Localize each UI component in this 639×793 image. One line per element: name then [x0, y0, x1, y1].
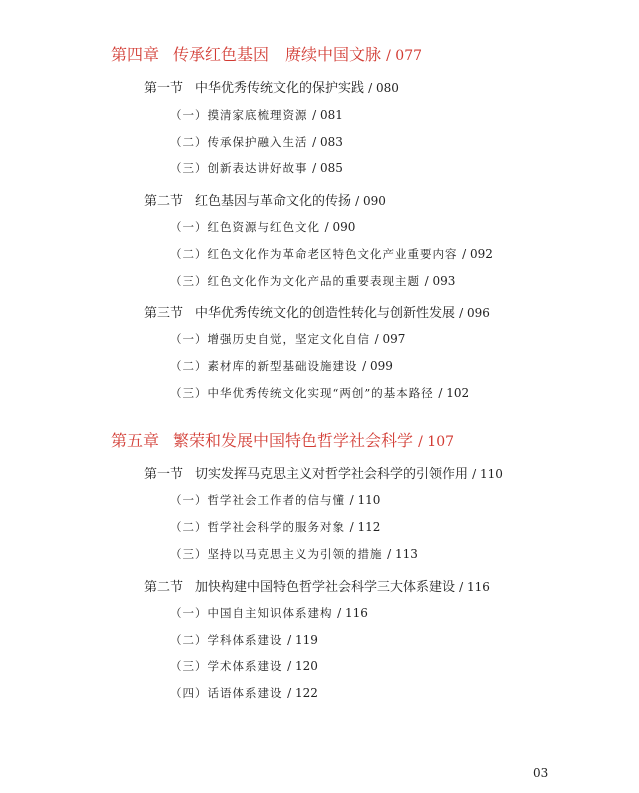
item-page-ref: / 092 [462, 247, 493, 261]
toc-item [170, 273, 455, 289]
toc-item [170, 492, 380, 508]
section-page-ref: / 116 [459, 580, 490, 594]
chapter-page-ref: / 077 [386, 48, 423, 64]
toc-item [170, 358, 393, 374]
toc-item [170, 219, 355, 235]
toc-item [170, 134, 343, 150]
toc-item [170, 160, 343, 176]
item-page-ref: / 102 [438, 386, 470, 400]
toc-item [170, 658, 318, 674]
item-page-ref: / 119 [287, 633, 318, 647]
page-number: 03 [533, 766, 549, 780]
section-number: 第一节 [144, 467, 184, 482]
item-page-ref: / 090 [324, 220, 356, 234]
chapter-page-ref: / 107 [418, 434, 455, 450]
toc-item [170, 546, 418, 562]
item-page-ref: / 093 [424, 274, 456, 288]
item-page-ref: / 110 [349, 493, 381, 507]
section-number: 第三节 [144, 306, 184, 321]
section-number: 第二节 [144, 580, 184, 595]
chapter-heading [111, 428, 454, 451]
item-label: （一）摸清家底梳理资源 [170, 108, 308, 122]
chapter-title: 传承红色基因 赓续中国文脉 [173, 45, 382, 64]
item-page-ref: / 097 [374, 332, 406, 346]
section-page-ref: / 110 [472, 467, 503, 481]
item-label: （四）话语体系建设 [170, 686, 283, 700]
item-page-ref: / 099 [362, 359, 393, 373]
section-heading [144, 190, 386, 209]
section-title: 切实发挥马克思主义对哲学社会科学的引领作用 [195, 467, 469, 482]
toc-item [170, 107, 343, 123]
item-label: （二）传承保护融入生活 [170, 135, 308, 149]
toc-item [170, 331, 405, 347]
toc-item [170, 246, 493, 262]
chapter-title: 繁荣和发展中国特色哲学社会科学 [173, 431, 414, 450]
section-title: 加快构建中国特色哲学社会科学三大体系建设 [195, 580, 456, 595]
toc-item [170, 519, 380, 535]
item-label: （三）红色文化作为文化产品的重要表现主题 [170, 274, 420, 288]
section-heading [144, 463, 503, 482]
item-label: （一）哲学社会工作者的信与懂 [170, 493, 345, 507]
chapter-number: 第五章 [111, 431, 160, 450]
item-label: （三）学术体系建设 [170, 659, 283, 673]
item-label: （二）哲学社会科学的服务对象 [170, 520, 345, 534]
section-number: 第一节 [144, 81, 184, 96]
toc-item [170, 685, 318, 701]
section-title: 红色基因与革命文化的传扬 [195, 194, 352, 209]
toc-item [170, 385, 469, 401]
item-page-ref: / 081 [312, 108, 343, 122]
item-label: （三）创新表达讲好故事 [170, 161, 308, 175]
chapter-number: 第四章 [111, 45, 160, 64]
item-page-ref: / 120 [287, 659, 318, 673]
item-page-ref: / 083 [312, 135, 343, 149]
section-title: 中华优秀传统文化的创造性转化与创新性发展 [195, 306, 456, 321]
toc-item [170, 605, 368, 621]
item-label: （一）红色资源与红色文化 [170, 220, 320, 234]
section-heading [144, 302, 490, 321]
item-label: （二）学科体系建设 [170, 633, 283, 647]
item-label: （三）中华优秀传统文化实现“两创”的基本路径 [170, 386, 434, 400]
item-page-ref: / 112 [349, 520, 381, 534]
section-page-ref: / 096 [459, 306, 490, 320]
section-number: 第二节 [144, 194, 184, 209]
section-page-ref: / 080 [368, 81, 399, 95]
item-label: （二）素材库的新型基础设施建设 [170, 359, 358, 373]
section-heading [144, 576, 490, 595]
section-page-ref: / 090 [355, 194, 386, 208]
item-label: （一）增强历史自觉，坚定文化自信 [170, 332, 370, 346]
section-title: 中华优秀传统文化的保护实践 [195, 81, 365, 96]
section-heading [144, 77, 399, 96]
item-page-ref: / 085 [312, 161, 343, 175]
item-page-ref: / 122 [287, 686, 318, 700]
chapter-heading [111, 42, 422, 65]
item-page-ref: / 113 [387, 547, 418, 561]
toc-item [170, 632, 318, 648]
item-label: （一）中国自主知识体系建构 [170, 606, 333, 620]
item-label: （二）红色文化作为革命老区特色文化产业重要内容 [170, 247, 458, 261]
item-label: （三）坚持以马克思主义为引领的措施 [170, 547, 383, 561]
item-page-ref: / 116 [337, 606, 368, 620]
